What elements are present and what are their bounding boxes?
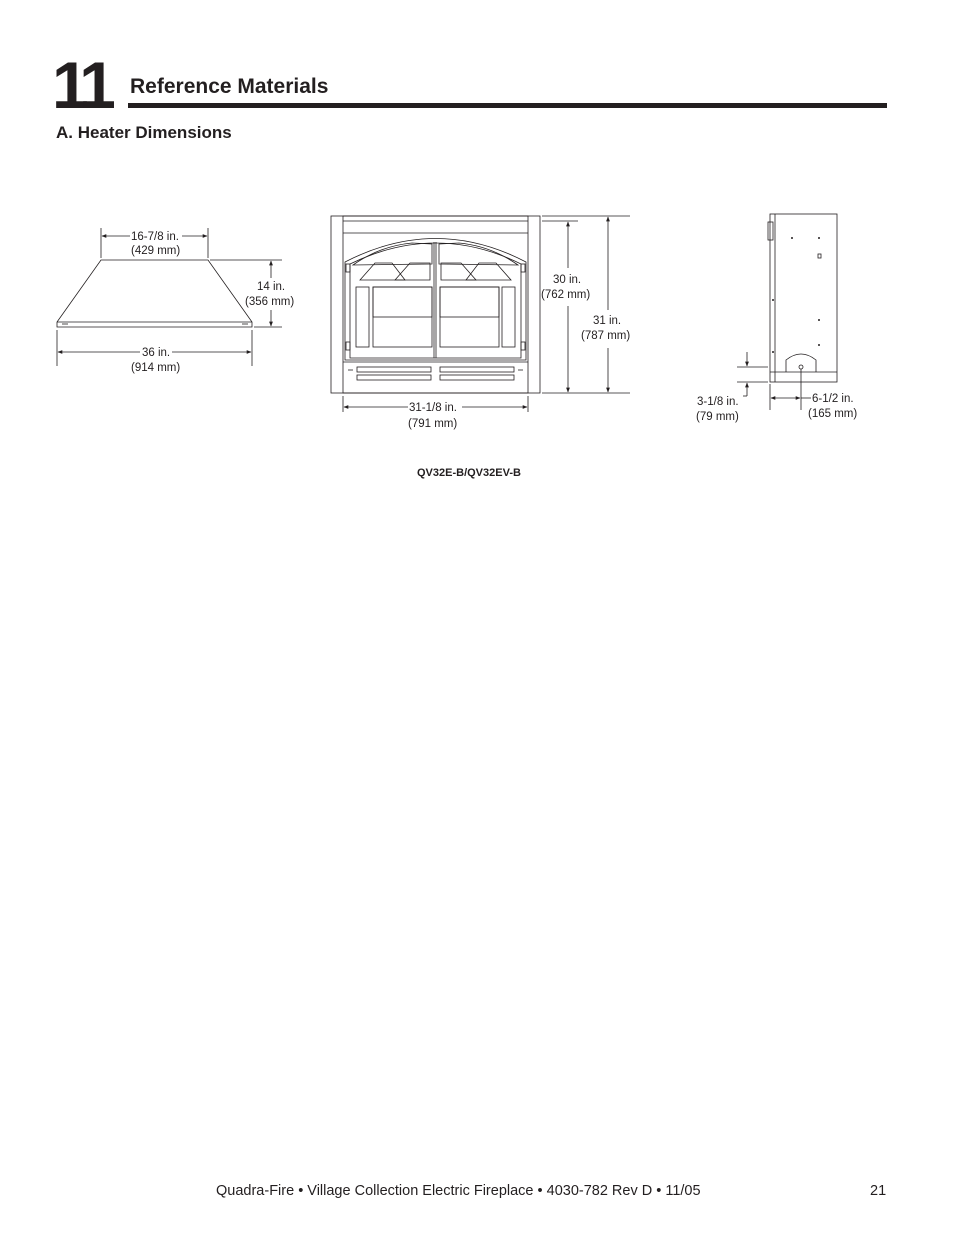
front-width-mm-label: (791 mm) [408, 418, 458, 430]
front-inner-height-label: 30 in. [553, 274, 582, 286]
side-view-diagram [737, 214, 837, 410]
side-offset-label: 3-1/8 in. [697, 396, 739, 408]
bottom-width-mm-label: (914 mm) [131, 362, 181, 374]
page-number: 21 [870, 1183, 887, 1199]
top-width-label: 16-7/8 in. [131, 231, 179, 243]
front-outer-height-label: 31 in. [593, 315, 622, 327]
model-caption: QV32E-B/QV32EV-B [417, 467, 521, 479]
chapter-number: 11 [52, 48, 110, 122]
front-width-label: 31-1/8 in. [409, 402, 457, 414]
side-depth-label: 6-1/2 in. [812, 393, 854, 405]
front-view-diagram [331, 216, 630, 412]
side-depth-mm-label: (165 mm) [808, 408, 858, 420]
front-outer-height-mm-label: (787 mm) [581, 330, 631, 342]
bottom-width-label: 36 in. [142, 347, 171, 359]
top-depth-mm-label: (356 mm) [245, 296, 295, 308]
top-width-mm-label: (429 mm) [131, 245, 181, 257]
footer-text: Quadra-Fire • Village Collection Electric Fireplace • 4030-782 Rev D • 11/05 [216, 1183, 701, 1199]
front-inner-height-mm-label: (762 mm) [541, 289, 591, 301]
heater-dimension-drawings [0, 0, 954, 520]
page-title: Reference Materials [130, 75, 329, 98]
section-heading: A. Heater Dimensions [56, 123, 232, 142]
top-depth-label: 14 in. [257, 281, 286, 293]
side-offset-mm-label: (79 mm) [696, 411, 739, 423]
